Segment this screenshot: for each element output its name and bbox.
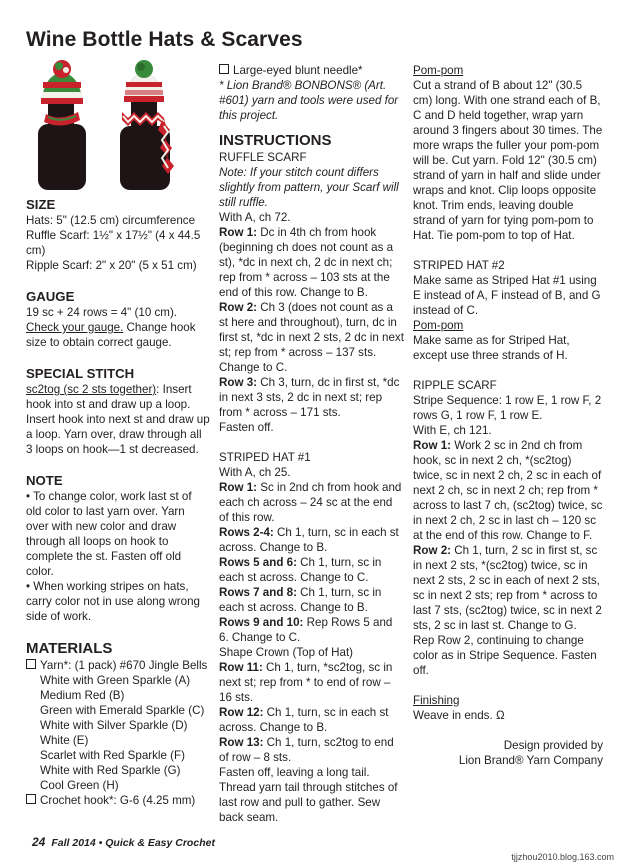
hat1-row-11: Row 11: Ch 1, turn, *sc2tog, sc in next st; rep from * to end of row – 16 sts. <box>219 661 393 704</box>
hat1-rows-2-4: Rows 2-4: Ch 1, turn, sc in each st across. Change to B. <box>219 526 399 554</box>
ripple-row-2: Row 2: Ch 1, turn, 2 sc in first st, sc in next 2 sts, *(sc2tog) twice, sc in next 2 sts, 2 sc in each of next 2 sts, sc in next 2 sts; rep from * across to last 7 sts, (sc2tog) twice, sc in next 2 sts, 2 sc in last st. Change to G. <box>413 544 602 632</box>
watermark: tjjzhou2010.blog.163.com <box>511 852 614 862</box>
gauge-check <box>26 320 210 350</box>
note-item-2: • When working stripes on hats, carry color not in use along wrong side of work. <box>26 580 200 623</box>
wine-bottle-photo <box>30 56 182 190</box>
hat2-pompom-heading: Pom-pom <box>413 319 464 332</box>
materials-footnote: * Lion Brand® BONBONS® (Art. #601) yarn and tools were used for this project. <box>219 79 399 122</box>
materials-color: White with Red Sparkle (G) <box>40 764 181 777</box>
ruffle-row-1: Row 1: Dc in 4th ch from hook (beginning ch does not count as a st), *dc in next ch, 2 dc in next ch; rep from * across – 103 sts at the end of this row. Change to B. <box>219 226 394 299</box>
ruffle-row-3: Row 3: Ch 3, turn, dc in first st, *dc in next 3 sts, 2 dc in next st; rep from * across – 171 sts. <box>219 376 400 419</box>
ripple-start: With E, ch 121. <box>413 424 492 437</box>
materials-color: Scarlet with Red Sparkle (F) <box>40 749 185 762</box>
instructions-heading: INSTRUCTIONS <box>219 132 332 149</box>
note-heading: NOTE <box>26 473 63 488</box>
size-line-ripple: Ripple Scarf: 2" x 20" (5 x 51 cm) <box>26 259 197 272</box>
hat2-text: Make same as Striped Hat #1 using E instead of A, F instead of B, and G instead of C. <box>413 274 601 317</box>
ruffle-end: Fasten off. <box>219 421 274 434</box>
note-item-1: • To change color, work last st of old color to last yarn over. Yarn over with new color and draw through all loops on hook to complete the st. Fasten off old color. <box>26 490 192 578</box>
design-credit-1: Design provided by <box>503 739 603 752</box>
materials-yarn: Yarn*: (1 pack) #670 Jingle Bells <box>26 658 210 673</box>
materials-color: Green with Emerald Sparkle (C) <box>40 704 205 717</box>
column-right <box>413 63 603 768</box>
end-symbol-icon: Ω <box>495 709 505 722</box>
special-stitch-desc: : Insert hook into st and draw up a loop. Insert hook into next st and draw up a loop. Yarn over, draw through all 3 loops on hook—1 st decreased. <box>26 383 210 456</box>
checkbox-icon <box>26 794 36 804</box>
hat1-crown-heading: Shape Crown (Top of Hat) <box>219 646 354 659</box>
hat1-rows-9-10: Rows 9 and 10: Rep Rows 5 and 6. Change to C. <box>219 616 393 644</box>
hat1-rows-7-8: Rows 7 and 8: Ch 1, turn, sc in each st across. Change to B. <box>219 586 382 614</box>
hat1-heading: STRIPED HAT #1 <box>219 451 311 464</box>
size-line-ruffle: Ruffle Scarf: 1½" x 17½" (4 x 44.5 cm) <box>26 229 201 257</box>
column-middle <box>219 63 405 825</box>
hat1-row-12: Row 12: Ch 1, turn, sc in each st across. Change to B. <box>219 706 389 734</box>
materials-needle: Large-eyed blunt needle* <box>219 63 405 78</box>
hat1-row-13: Row 13: Ch 1, turn, sc2tog to end of row – 8 sts. <box>219 736 394 764</box>
materials-heading: MATERIALS <box>26 640 113 657</box>
gauge-check-link: Check your gauge. <box>26 321 124 334</box>
size-heading: SIZE <box>26 197 56 212</box>
ripple-row-1: Row 1: Work 2 sc in 2nd ch from hook, sc in next 2 ch, *(sc2tog) twice, sc in next 2 ch, 2 sc in each of next 2 ch, sc in next 2 ch; rep from * across to last 7 ch, (sc2tog) twice, sc in next 2 ch, 2 sc in last ch – 120 sc at the end of this row. Change to F. <box>413 439 603 542</box>
ripple-heading: RIPPLE SCARF <box>413 379 497 392</box>
hat2-heading: STRIPED HAT #2 <box>413 259 505 272</box>
special-stitch-heading: SPECIAL STITCH <box>26 366 135 381</box>
hat1-pompom-heading: Pom-pom <box>413 64 464 77</box>
ripple-rep: Rep Row 2, continuing to change color as in Stripe Sequence. Fasten off. <box>413 634 597 677</box>
materials-color: Medium Red (B) <box>40 689 125 702</box>
materials-color: White with Silver Sparkle (D) <box>40 719 188 732</box>
gauge-rest: Change hook size to obtain correct gauge. <box>26 321 196 349</box>
ruffle-note: Note: If your stitch count differs slightly from pattern, your Scarf will still ruffle. <box>219 166 399 209</box>
design-credit-2: Lion Brand® Yarn Company <box>458 754 603 767</box>
hat1-start: With A, ch 25. <box>219 466 291 479</box>
checkbox-icon <box>26 659 36 669</box>
checkbox-icon <box>219 64 229 74</box>
special-stitch-term: sc2tog (sc 2 sts together) <box>26 383 157 396</box>
ripple-sequence: Stripe Sequence: 1 row E, 1 row F, 2 rows G, 1 row F, 1 row E. <box>413 394 602 422</box>
page-number: 24 <box>32 835 46 849</box>
column-left <box>26 196 210 808</box>
hat1-row-1: Row 1: Sc in 2nd ch from hook and each ch across – 24 sc at the end of this row. <box>219 481 402 524</box>
materials-color: White (E) <box>40 734 89 747</box>
hat1-rows-5-6: Rows 5 and 6: Ch 1, turn, sc in each st across. Change to C. <box>219 556 382 584</box>
finishing-heading: Finishing <box>413 694 460 707</box>
materials-hook: Crochet hook*: G-6 (4.25 mm) <box>26 793 210 808</box>
gauge-line: 19 sc + 24 rows = 4" (10 cm). <box>26 306 178 319</box>
hat1-pompom-text: Cut a strand of B about 12" (30.5 cm) long. With one strand each of B, C and D held together, wrap yarn around 3 fingers about 30 times. The more wraps the fuller your pom-pom will be. Cut yarn. Fold 12" (30.5 cm) strand of yarn in half and slide under wraps and knot. Clip loops opposite knot. Trim ends, leaving double strand of yarn for tying pom-pom to Hat. Tie pom-pom to top of Hat. <box>413 79 603 242</box>
page-title: Wine Bottle Hats & Scarves <box>26 28 303 51</box>
footer-text: Fall 2014 • Quick & Easy Crochet <box>51 837 215 849</box>
ruffle-row-2: Row 2: Ch 3 (does not count as a st here and throughout), turn, dc in first st, *dc in next 2 sts, 2 dc in next st; rep from * across – 137 sts. Change to C. <box>219 301 404 374</box>
ruffle-start: With A, ch 72. <box>219 211 291 224</box>
ruffle-heading: RUFFLE SCARF <box>219 151 307 164</box>
materials-color: Cool Green (H) <box>40 779 119 792</box>
size-line-hats: Hats: 5" (12.5 cm) circumference <box>26 214 196 227</box>
gauge-heading: GAUGE <box>26 289 75 304</box>
special-stitch-text <box>26 382 210 457</box>
finishing-text: Weave in ends. Ω <box>413 709 505 722</box>
hat2-pompom-text: Make same as for Striped Hat, except use three strands of H. <box>413 334 570 362</box>
materials-color: White with Green Sparkle (A) <box>40 674 191 687</box>
hat1-end: Fasten off, leaving a long tail. Thread yarn tail through stitches of last row and pull to gather. Sew back seam. <box>219 766 398 824</box>
page-footer <box>32 835 215 849</box>
